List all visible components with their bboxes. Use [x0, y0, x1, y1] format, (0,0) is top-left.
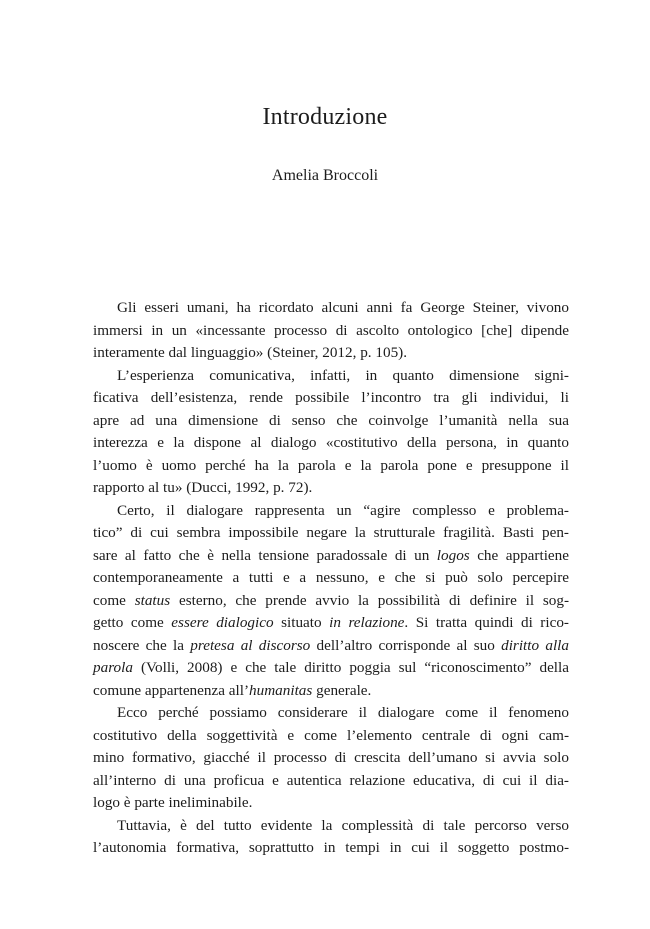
text-segment: costitutivo della soggettività e come l’elemento centrale di ogni cam-	[93, 726, 569, 744]
text-line	[93, 747, 569, 770]
text-segment: esterno, che prende avvio la possibilità di definire il sog-	[170, 591, 570, 609]
text-segment: dell’altro corrisponde al suo	[310, 636, 502, 654]
text-line	[93, 342, 569, 365]
text-line	[93, 365, 569, 388]
italic-text: pretesa al discorso	[190, 636, 311, 654]
text-segment: come	[93, 591, 135, 609]
text-line	[93, 387, 569, 410]
text-segment: sare al fatto che è nella tensione paradossale di un	[93, 546, 437, 564]
text-line	[93, 657, 569, 680]
text-segment: interamente dal linguaggio» (Steiner, 2012, p. 105).	[93, 344, 408, 361]
text-segment: comune appartenenza all’	[93, 681, 250, 699]
italic-text: essere dialogico	[171, 614, 274, 631]
text-segment: Tuttavia, è del tutto evidente la complessità di tale percorso verso	[117, 816, 569, 834]
text-segment: ficativa dell’esistenza, rende possibile l’incontro tra gli individui, li	[93, 389, 569, 406]
text-line	[93, 432, 569, 455]
text-segment: interezza e la dispone al dialogo «costitutivo della persona, in quanto	[93, 434, 569, 451]
text-segment: situato	[273, 614, 330, 631]
text-line	[93, 815, 569, 838]
text-line	[93, 702, 569, 725]
italic-text: humanitas	[249, 681, 313, 699]
text-segment: all’interno di una proficua e autentica relazione educativa, di cui il dia-	[93, 771, 569, 789]
text-segment: che appartiene	[469, 546, 569, 564]
text-segment: apre ad una dimensione di senso che coinvolge l’umanità nella sua	[93, 411, 569, 429]
body-text	[93, 297, 569, 860]
italic-text: logos	[436, 546, 470, 564]
text-line	[93, 545, 569, 568]
text-line	[93, 522, 569, 545]
text-line	[93, 477, 569, 500]
text-line	[93, 680, 569, 703]
text-line	[93, 590, 569, 613]
text-segment: L’esperienza comunicativa, infatti, in quanto dimensione signi-	[117, 366, 569, 384]
text-line	[93, 297, 569, 320]
text-segment: tico” di cui sembra impossibile negare la strutturale fragilità. Basti pen-	[93, 524, 569, 541]
text-segment: rapporto al tu» (Ducci, 1992, p. 72).	[93, 479, 313, 496]
text-line	[93, 770, 569, 793]
italic-text: diritto alla	[501, 636, 569, 654]
text-line	[93, 455, 569, 478]
italic-text: in relazione	[329, 614, 405, 631]
text-line	[93, 567, 569, 590]
text-segment: mino formativo, giacché il processo di crescita dell’umano si avvia solo	[93, 749, 569, 766]
text-line	[93, 410, 569, 433]
text-segment: noscere che la	[93, 636, 191, 654]
text-line	[93, 320, 569, 343]
text-line	[93, 500, 569, 523]
text-segment: contemporaneamente a tutti e a nessuno, e che si può solo percepire	[93, 569, 569, 586]
text-segment: Gli esseri umani, ha ricordato alcuni anni fa George Steiner, vivono	[117, 299, 569, 316]
text-segment: l’autonomia formativa, soprattutto in tempi in cui il soggetto postmo-	[93, 839, 569, 856]
text-segment: l’uomo è uomo perché ha la parola e la parola pone e presuppone il	[93, 456, 569, 474]
text-line	[93, 635, 569, 658]
text-line	[93, 792, 569, 815]
text-segment: . Si tratta quindi di rico-	[404, 614, 569, 631]
page-title: Introduzione	[262, 104, 388, 130]
author-name: Amelia Broccoli	[271, 167, 379, 184]
text-line	[93, 725, 569, 748]
italic-text: parola	[93, 659, 133, 676]
text-segment: Ecco perché possiamo considerare il dialogare come il fenomeno	[117, 704, 569, 721]
text-segment: generale.	[312, 681, 372, 699]
text-segment: logo è parte ineliminabile.	[93, 794, 253, 811]
text-segment: (Volli, 2008) e che tale diritto poggia sul “riconoscimento” della	[132, 659, 569, 676]
text-segment: getto come	[93, 614, 172, 631]
text-line	[93, 837, 569, 860]
text-segment: immersi in un «incessante processo di ascolto ontologico [che] dipende	[93, 321, 569, 339]
text-line	[93, 612, 569, 635]
italic-text: status	[134, 591, 171, 609]
text-segment: Certo, il dialogare rappresenta un “agire complesso e problema-	[117, 501, 569, 519]
